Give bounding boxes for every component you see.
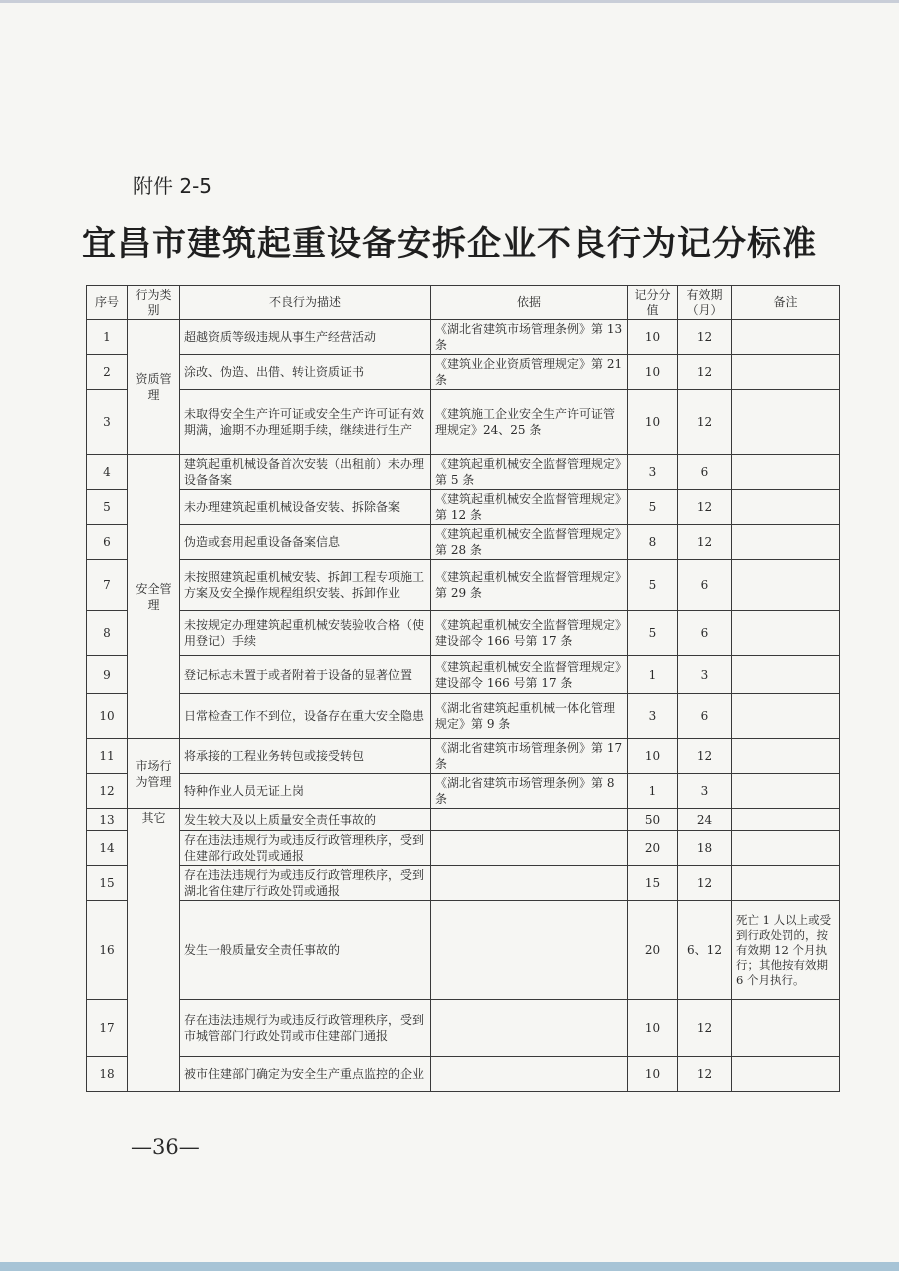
row-validity: 12 — [678, 355, 732, 390]
row-basis: 《建筑施工企业安全生产许可证管理规定》24、25 条 — [431, 390, 628, 455]
row-basis — [431, 901, 628, 1000]
header-validity: 有效期（月） — [678, 286, 732, 320]
row-validity: 12 — [678, 1000, 732, 1057]
row-points: 10 — [628, 355, 678, 390]
row-no: 4 — [87, 455, 128, 490]
row-no: 16 — [87, 901, 128, 1000]
table-row — [87, 1057, 840, 1092]
row-remarks — [732, 1000, 840, 1057]
row-remarks — [732, 320, 840, 355]
row-no: 18 — [87, 1057, 128, 1092]
row-description: 发生一般质量安全责任事故的 — [180, 901, 431, 1000]
row-description: 未按照建筑起重机械安装、拆卸工程专项施工方案及安全操作规程组织安装、拆卸作业 — [180, 560, 431, 611]
row-validity: 12 — [678, 320, 732, 355]
row-remarks — [732, 525, 840, 560]
row-no: 11 — [87, 739, 128, 774]
row-remarks — [732, 774, 840, 809]
row-description: 建筑起重机械设备首次安装（出租前）未办理设备备案 — [180, 455, 431, 490]
row-description: 存在违法违规行为或违反行政管理秩序，受到湖北省住建厅行政处罚或通报 — [180, 866, 431, 901]
row-basis: 《建筑起重机械安全监督管理规定》第 28 条 — [431, 525, 628, 560]
row-no: 17 — [87, 1000, 128, 1057]
row-points: 5 — [628, 560, 678, 611]
row-basis: 《建筑起重机械安全监督管理规定》第 5 条 — [431, 455, 628, 490]
row-basis: 《湖北省建筑市场管理条例》第 13 条 — [431, 320, 628, 355]
row-validity: 12 — [678, 490, 732, 525]
row-validity: 6 — [678, 611, 732, 656]
table-row — [87, 525, 840, 560]
row-points: 3 — [628, 694, 678, 739]
row-description: 被市住建部门确定为安全生产重点监控的企业 — [180, 1057, 431, 1092]
row-remarks — [732, 390, 840, 455]
attachment-label: 附件 2-5 — [133, 174, 213, 198]
row-remarks — [732, 490, 840, 525]
row-basis: 《建筑起重机械安全监督管理规定》建设部令 166 号第 17 条 — [431, 611, 628, 656]
header-points: 记分分值 — [628, 286, 678, 320]
row-remarks — [732, 1057, 840, 1092]
row-basis: 《湖北省建筑市场管理条例》第 8 条 — [431, 774, 628, 809]
row-no: 1 — [87, 320, 128, 355]
header-basis: 依据 — [431, 286, 628, 320]
row-basis — [431, 1057, 628, 1092]
row-validity: 18 — [678, 831, 732, 866]
row-basis — [431, 809, 628, 831]
row-points: 10 — [628, 390, 678, 455]
table-row — [87, 656, 840, 694]
row-no: 8 — [87, 611, 128, 656]
row-no: 2 — [87, 355, 128, 390]
row-no: 6 — [87, 525, 128, 560]
row-basis: 《建筑起重机械安全监督管理规定》建设部令 166 号第 17 条 — [431, 656, 628, 694]
row-points: 50 — [628, 809, 678, 831]
row-description: 发生较大及以上质量安全责任事故的 — [180, 809, 431, 831]
table-row — [87, 866, 840, 901]
table-row — [87, 560, 840, 611]
row-description: 日常检查工作不到位，设备存在重大安全隐患 — [180, 694, 431, 739]
row-description: 特种作业人员无证上岗 — [180, 774, 431, 809]
table-row — [87, 694, 840, 739]
page-top-edge — [0, 0, 899, 3]
row-no: 3 — [87, 390, 128, 455]
row-remarks — [732, 355, 840, 390]
row-no: 7 — [87, 560, 128, 611]
header-category: 行为类别 — [128, 286, 180, 320]
row-validity: 24 — [678, 809, 732, 831]
table-row — [87, 355, 840, 390]
row-basis: 《建筑业企业资质管理规定》第 21 条 — [431, 355, 628, 390]
row-description: 存在违法违规行为或违反行政管理秩序，受到住建部行政处罚或通报 — [180, 831, 431, 866]
row-validity: 12 — [678, 525, 732, 560]
row-validity: 12 — [678, 1057, 732, 1092]
row-basis: 《建筑起重机械安全监督管理规定》第 12 条 — [431, 490, 628, 525]
table-header-row — [87, 286, 840, 320]
row-remarks — [732, 611, 840, 656]
row-description: 将承接的工程业务转包或接受转包 — [180, 739, 431, 774]
row-no: 5 — [87, 490, 128, 525]
row-validity: 12 — [678, 390, 732, 455]
row-points: 8 — [628, 525, 678, 560]
row-basis: 《湖北省建筑起重机械一体化管理规定》第 9 条 — [431, 694, 628, 739]
row-remarks — [732, 809, 840, 831]
row-validity: 6 — [678, 455, 732, 490]
header-remarks: 备注 — [732, 286, 840, 320]
row-description: 存在违法违规行为或违反行政管理秩序，受到市城管部门行政处罚或市住建部门通报 — [180, 1000, 431, 1057]
table-row — [87, 390, 840, 455]
row-no: 10 — [87, 694, 128, 739]
row-no: 9 — [87, 656, 128, 694]
row-points: 10 — [628, 1057, 678, 1092]
category-market: 市场行为管理 — [128, 739, 180, 809]
row-points: 10 — [628, 1000, 678, 1057]
row-validity: 12 — [678, 739, 732, 774]
row-description: 超越资质等级违规从事生产经营活动 — [180, 320, 431, 355]
table-row — [87, 739, 840, 774]
scoring-standards-table — [86, 285, 840, 1092]
row-description: 未取得安全生产许可证或安全生产许可证有效期满，逾期不办理延期手续，继续进行生产 — [180, 390, 431, 455]
table-row — [87, 490, 840, 525]
row-remarks — [732, 866, 840, 901]
row-description: 涂改、伪造、出借、转让资质证书 — [180, 355, 431, 390]
row-points: 5 — [628, 611, 678, 656]
row-points: 10 — [628, 739, 678, 774]
row-points: 3 — [628, 455, 678, 490]
row-remarks — [732, 739, 840, 774]
table-row — [87, 1000, 840, 1057]
category-safety: 安全管理 — [128, 455, 180, 739]
row-remarks — [732, 560, 840, 611]
table-row — [87, 774, 840, 809]
row-validity: 6、12 — [678, 901, 732, 1000]
row-points: 10 — [628, 320, 678, 355]
table-row — [87, 831, 840, 866]
row-no: 14 — [87, 831, 128, 866]
row-validity: 6 — [678, 560, 732, 611]
row-points: 1 — [628, 656, 678, 694]
table-row — [87, 320, 840, 355]
page-bottom-edge — [0, 1262, 899, 1271]
row-description: 登记标志未置于或者附着于设备的显著位置 — [180, 656, 431, 694]
document-title: 宜昌市建筑起重设备安拆企业不良行为记分标准 — [82, 224, 817, 264]
row-validity: 3 — [678, 656, 732, 694]
header-description: 不良行为描述 — [180, 286, 431, 320]
row-description: 伪造或套用起重设备备案信息 — [180, 525, 431, 560]
row-validity: 6 — [678, 694, 732, 739]
row-points: 20 — [628, 901, 678, 1000]
row-remarks — [732, 831, 840, 866]
row-basis — [431, 831, 628, 866]
table-row — [87, 901, 840, 1000]
row-no: 12 — [87, 774, 128, 809]
table-row — [87, 809, 840, 831]
page-number: —36— — [131, 1135, 200, 1159]
row-basis — [431, 1000, 628, 1057]
row-description: 未办理建筑起重机械设备安装、拆除备案 — [180, 490, 431, 525]
table-row — [87, 611, 840, 656]
row-validity: 12 — [678, 866, 732, 901]
row-description: 未按规定办理建筑起重机械安装验收合格（使用登记）手续 — [180, 611, 431, 656]
row-points: 20 — [628, 831, 678, 866]
category-other: 其它 — [128, 809, 180, 1092]
row-no: 13 — [87, 809, 128, 831]
row-points: 5 — [628, 490, 678, 525]
row-points: 15 — [628, 866, 678, 901]
row-no: 15 — [87, 866, 128, 901]
row-remarks — [732, 455, 840, 490]
row-basis: 《建筑起重机械安全监督管理规定》第 29 条 — [431, 560, 628, 611]
row-remarks — [732, 656, 840, 694]
row-remarks: 死亡 1 人以上或受到行政处罚的，按有效期 12 个月执行；其他按有效期 6 个月执行。 — [732, 901, 840, 1000]
header-no: 序号 — [87, 286, 128, 320]
row-points: 1 — [628, 774, 678, 809]
row-basis — [431, 866, 628, 901]
category-qualification: 资质管理 — [128, 320, 180, 455]
row-basis: 《湖北省建筑市场管理条例》第 17 条 — [431, 739, 628, 774]
table-row — [87, 455, 840, 490]
row-remarks — [732, 694, 840, 739]
row-validity: 3 — [678, 774, 732, 809]
